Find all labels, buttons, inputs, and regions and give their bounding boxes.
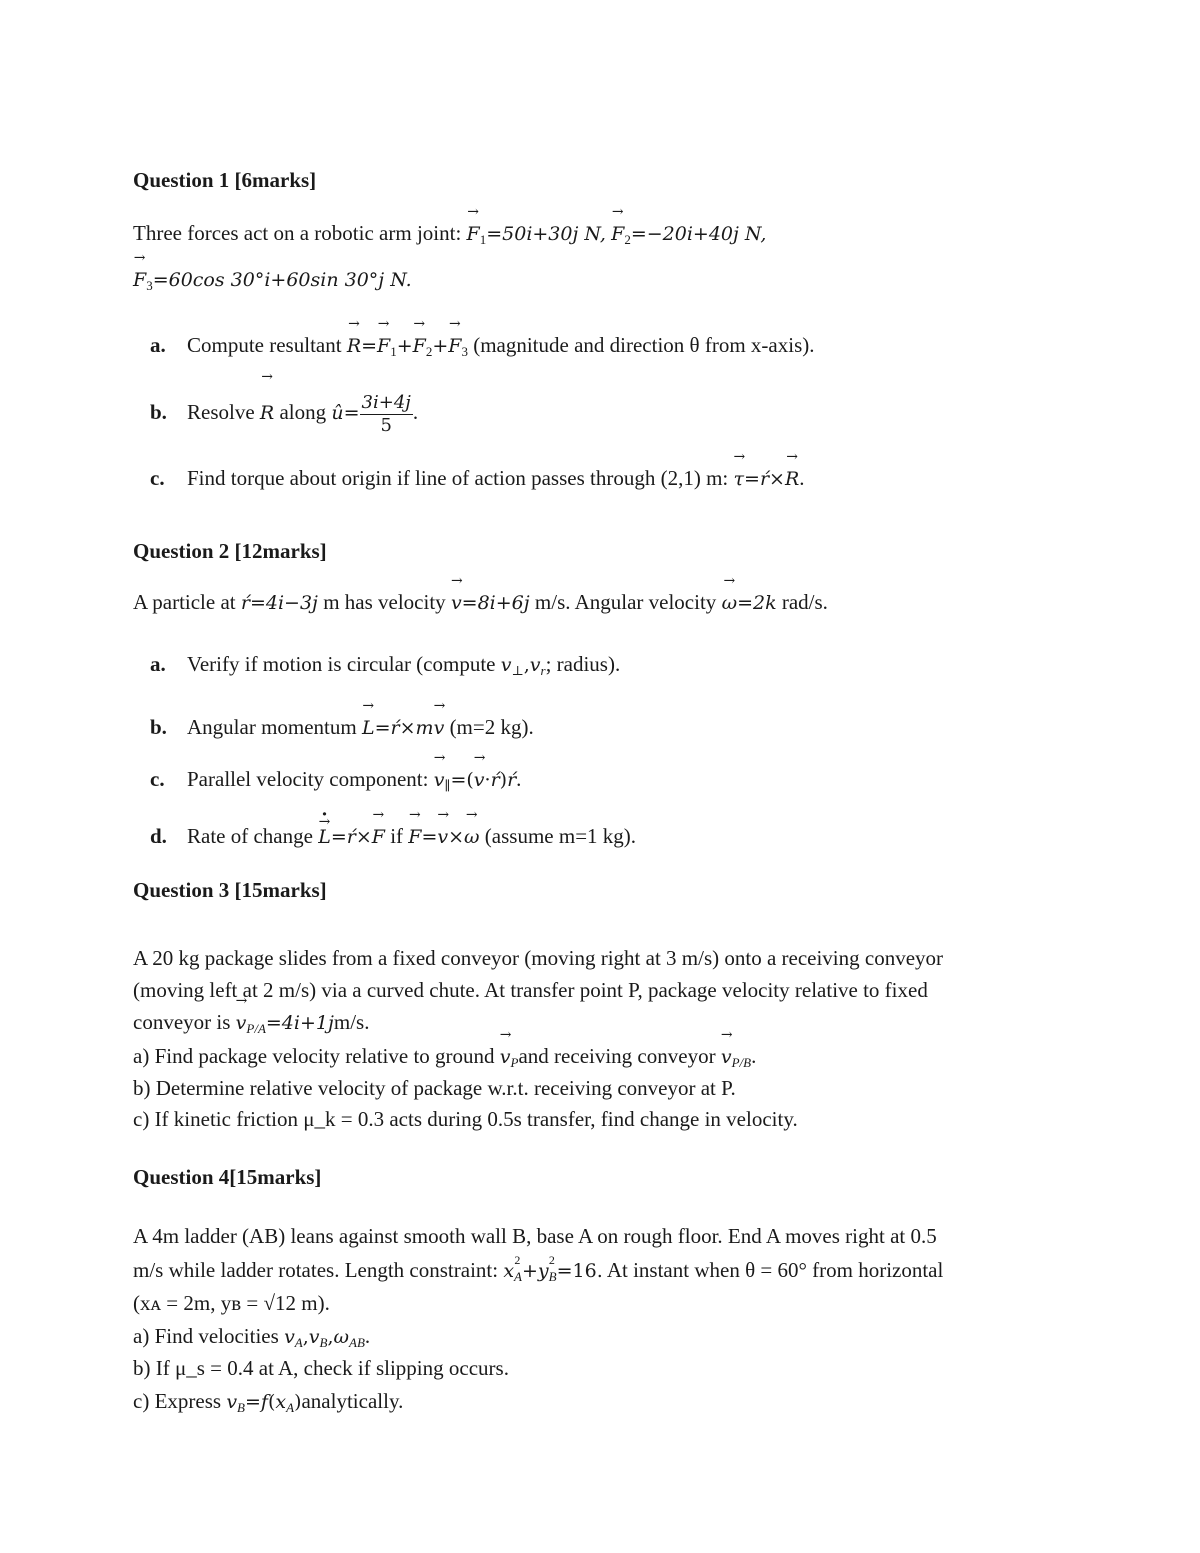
question-3-title: Question 3 [15marks] <box>133 878 327 902</box>
q2-part-b-label: b. <box>150 715 167 739</box>
q2-part-a-label: a. <box>150 652 166 676</box>
q4-line-2: m/s while ladder rotates. Length constraint: x 2 $_A$+y 2 $_B$=16. At instant when θ = 60° from horizontal <box>133 1253 944 1284</box>
q2-part-c: Parallel velocity component: → $v_\parallel=(\to$ v·ŕ)ŕ. <box>187 765 521 794</box>
q2-part-d: Rate of change → L ·=ŕ×→ F if → F=→ v×→ ω (assume m=1 kg). <box>187 822 636 851</box>
f1-value: =50i+30j N, <box>486 223 606 245</box>
question-2-title: Question 2 [12marks] <box>133 539 327 563</box>
question-1-intro-line1: Three forces act on a robotic arm joint: → $F_1=50i+30j$ N, → $F_2=-20i+40j$ N, <box>133 219 766 248</box>
f3-value: =60cos 30°i+60sin 30°j N. <box>152 269 412 291</box>
q1-part-a: Compute resultant → $R=\to F_1+\to F_2+\to F_3$ (magnitude and direction θ from x-axis). <box>187 331 815 360</box>
q2-part-d-label: d. <box>150 824 167 848</box>
f2-value: =−20i+40j N, <box>630 223 767 245</box>
q1-part-c: Find torque about origin if line of action passes through (2,1) m: → τ=ŕ×→ R. <box>187 464 805 493</box>
q1-part-b-label: b. <box>150 400 167 424</box>
question-2-intro: A particle at ŕ=4i−3j m has velocity → v=8i+6j m/s. Angular velocity → ω=2k rad/s. <box>133 588 828 617</box>
question-1-title: Question 1 [6marks] <box>133 168 317 192</box>
unit-vector-fraction: $\frac{3i+4j}{5}$ <box>361 391 411 436</box>
question-1-intro-line2: → $F_3=60\cos$ 30°i+60sin 30°j N. <box>133 265 412 294</box>
q1-part-a-label: a. <box>150 333 166 357</box>
q1-part-b: Resolve → R along û= $\frac{3i+4j}{5}$ . <box>187 384 418 441</box>
q2-part-c-label: c. <box>150 767 165 791</box>
q3-line-1: A 20 kg package slides from a fixed conveyor (moving right at 3 m/s) onto a receiving conveyor <box>133 946 944 970</box>
q2-part-a: Verify if motion is circular (compute $v_\perp,v_r$; radius). <box>187 652 621 678</box>
q4-line-3: (xᴀ = 2m, yʙ = √12 m). <box>133 1291 330 1315</box>
q1-part-c-label: c. <box>150 466 165 490</box>
q4-part-c: c) Express $v_B=f(x_A)analytically$. <box>133 1389 404 1415</box>
q1-intro-text: Three forces act on a robotic arm joint: <box>133 221 462 245</box>
q3-line-3: conveyor is → $v_{P/A}=4i+1jm/s$. <box>133 1008 369 1037</box>
q3-part-b: b) Determine relative velocity of package w.r.t. receiving conveyor at P. <box>133 1076 736 1100</box>
q3-part-a: a) Find package velocity relative to ground → $v_Pand$ receiving conveyor → $v_{P/B}$. <box>133 1042 756 1071</box>
q4-part-a: a) Find velocities $v_A,v_B,\omega_{AB}$. <box>133 1324 371 1350</box>
q3-line-2: (moving left at 2 m/s) via a curved chute. At transfer point P, package velocity relative to fixed <box>133 978 928 1002</box>
q2-part-b: Angular momentum → L=ŕ×m→ v (m=2 kg). <box>187 713 534 742</box>
question-4-title: Question 4[15marks] <box>133 1165 322 1189</box>
q4-part-b: b) If μ_s = 0.4 at A, check if slipping occurs. <box>133 1356 509 1380</box>
q3-part-c: c) If kinetic friction μ_k = 0.3 acts during 0.5s transfer, find change in velocity. <box>133 1107 798 1131</box>
q4-line-1: A 4m ladder (AB) leans against smooth wall B, base A on rough floor. End A moves right at 0.5 <box>133 1224 937 1248</box>
